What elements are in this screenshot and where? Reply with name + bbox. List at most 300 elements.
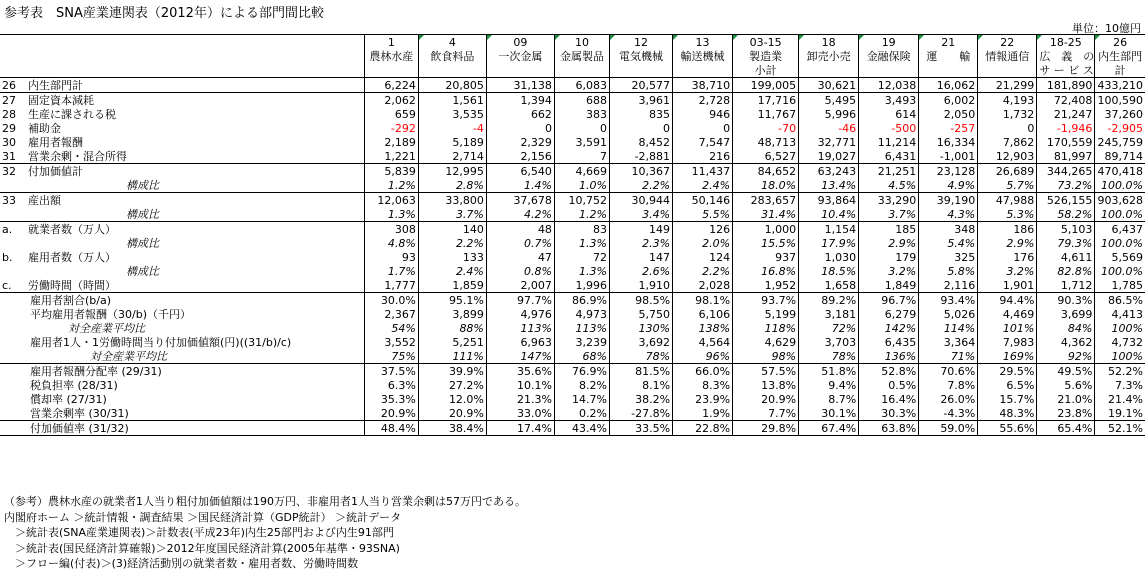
table-cell: 2,367 bbox=[364, 307, 418, 321]
table-cell: 5,189 bbox=[418, 135, 486, 149]
table-cell: 52.8% bbox=[859, 364, 919, 379]
table-cell: 100.0% bbox=[1095, 264, 1145, 278]
header-blank bbox=[0, 49, 26, 63]
header-row-codes bbox=[0, 35, 1145, 50]
table-cell: 5,251 bbox=[418, 335, 486, 349]
table-cell: 100.0% bbox=[1095, 236, 1145, 250]
table-cell: 10.4% bbox=[799, 207, 859, 222]
row-number bbox=[0, 406, 26, 421]
header-blank bbox=[26, 35, 364, 50]
table-cell: 82.8% bbox=[1037, 264, 1095, 278]
table-cell: 10.1% bbox=[486, 378, 554, 392]
row-number bbox=[0, 264, 26, 278]
table-cell: 78% bbox=[799, 349, 859, 364]
table-cell: 54% bbox=[364, 321, 418, 335]
table-cell: 5,996 bbox=[799, 107, 859, 121]
table-cell: 186 bbox=[978, 222, 1037, 237]
table-cell: 19,027 bbox=[799, 149, 859, 164]
table-cell: 3,591 bbox=[554, 135, 609, 149]
table-row bbox=[0, 149, 1145, 164]
column-name: 飲食料品 bbox=[418, 49, 486, 63]
table-cell: 23.9% bbox=[673, 392, 733, 406]
table-cell: 21,251 bbox=[859, 164, 919, 179]
table-cell: 4.5% bbox=[859, 178, 919, 193]
table-cell: 11,437 bbox=[673, 164, 733, 179]
table-row bbox=[0, 406, 1145, 421]
table-cell: 111% bbox=[418, 349, 486, 364]
table-cell: 124 bbox=[673, 250, 733, 264]
row-number bbox=[0, 392, 26, 406]
table-cell: 21.3% bbox=[486, 392, 554, 406]
table-cell: 16,062 bbox=[919, 78, 978, 93]
table-cell: 12,995 bbox=[418, 164, 486, 179]
table-cell: 147 bbox=[609, 250, 672, 264]
table-cell: 5,495 bbox=[799, 93, 859, 108]
table-cell: 93.7% bbox=[733, 293, 799, 308]
table-cell: 20.9% bbox=[733, 392, 799, 406]
table-cell: 2.3% bbox=[609, 236, 672, 250]
table-cell: 6,224 bbox=[364, 78, 418, 93]
table-cell: 6,002 bbox=[919, 93, 978, 108]
table-cell: 2.4% bbox=[673, 178, 733, 193]
table-cell: 1,849 bbox=[859, 278, 919, 293]
table-cell: 16,334 bbox=[919, 135, 978, 149]
table-cell: 140 bbox=[418, 222, 486, 237]
table-cell: 1,000 bbox=[733, 222, 799, 237]
table-cell: 18.5% bbox=[799, 264, 859, 278]
table-cell: 13.4% bbox=[799, 178, 859, 193]
table-cell: 22.8% bbox=[673, 421, 733, 436]
table-cell: -4 bbox=[418, 121, 486, 135]
table-cell: 49.5% bbox=[1037, 364, 1095, 379]
comment-marker-icon bbox=[673, 35, 678, 40]
table-cell: -46 bbox=[799, 121, 859, 135]
header-row-names2 bbox=[0, 63, 1145, 78]
row-label: 平均雇用者報酬（30/b)（千円） bbox=[30, 307, 191, 321]
column-code: 21 bbox=[919, 35, 978, 50]
table-cell: 8.1% bbox=[609, 378, 672, 392]
comment-marker-icon bbox=[733, 35, 738, 40]
table-cell: 38,710 bbox=[673, 78, 733, 93]
row-number: 30 bbox=[2, 135, 16, 149]
row-label: 補助金 bbox=[28, 121, 62, 135]
table-cell: 5,750 bbox=[609, 307, 672, 321]
table-cell: 4,564 bbox=[673, 335, 733, 349]
table-cell: 1,777 bbox=[364, 278, 418, 293]
table-cell: 100.0% bbox=[1095, 178, 1145, 193]
table-cell: 95.1% bbox=[418, 293, 486, 308]
table-cell: 5,103 bbox=[1037, 222, 1095, 237]
table-cell: 1,996 bbox=[554, 278, 609, 293]
table-cell: 8.7% bbox=[799, 392, 859, 406]
table-cell: 6,963 bbox=[486, 335, 554, 349]
comparison-table bbox=[0, 34, 1145, 436]
table-cell: 6,083 bbox=[554, 78, 609, 93]
column-code: 12 bbox=[609, 35, 672, 50]
table-cell: 51.8% bbox=[799, 364, 859, 379]
column-name: 輸送機械 bbox=[673, 49, 733, 63]
table-cell: 12,903 bbox=[978, 149, 1037, 164]
table-cell: 0 bbox=[554, 121, 609, 135]
row-label: 産出額 bbox=[26, 193, 364, 208]
table-cell: 20,577 bbox=[609, 78, 672, 93]
table-cell: 32,771 bbox=[799, 135, 859, 149]
table-cell: 1.0% bbox=[554, 178, 609, 193]
table-cell: 17.4% bbox=[486, 421, 554, 436]
table-cell: 30,621 bbox=[799, 78, 859, 93]
table-cell: 2,156 bbox=[486, 149, 554, 164]
table-cell: 659 bbox=[364, 107, 418, 121]
table-row bbox=[0, 349, 1145, 364]
row-number: 28 bbox=[2, 107, 16, 121]
column-name-2 bbox=[919, 63, 978, 78]
table-cell: 4.2% bbox=[486, 207, 554, 222]
header-blank bbox=[0, 63, 26, 78]
table-cell: 8,452 bbox=[609, 135, 672, 149]
table-cell: 3,181 bbox=[799, 307, 859, 321]
table-cell: 9.4% bbox=[799, 378, 859, 392]
note-line: （参考）農林水産の就業者1人当り粗付加価値額は190万円、非雇用者1人当り営業余剰は57万円である。 bbox=[4, 495, 526, 508]
table-cell: 19.1% bbox=[1095, 406, 1145, 421]
row-label: 構成比 bbox=[126, 207, 160, 221]
table-cell: 835 bbox=[609, 107, 672, 121]
table-cell: 50,146 bbox=[673, 193, 733, 208]
table-cell: 15.7% bbox=[978, 392, 1037, 406]
row-number bbox=[0, 335, 26, 349]
row-label: 構成比 bbox=[126, 236, 160, 250]
table-cell: 126 bbox=[673, 222, 733, 237]
table-cell: 433,210 bbox=[1095, 78, 1145, 93]
table-cell: 79.3% bbox=[1037, 236, 1095, 250]
table-cell: 15.5% bbox=[733, 236, 799, 250]
row-number: 32 bbox=[0, 164, 26, 179]
table-cell: 12.0% bbox=[418, 392, 486, 406]
table-cell: 1,732 bbox=[978, 107, 1037, 121]
table-cell: 71% bbox=[919, 349, 978, 364]
table-cell: 30,944 bbox=[609, 193, 672, 208]
table-cell: 283,657 bbox=[733, 193, 799, 208]
table-cell: 16.4% bbox=[859, 392, 919, 406]
comment-marker-icon bbox=[487, 35, 492, 40]
table-cell: 96% bbox=[673, 349, 733, 364]
page-title: 参考表 SNA産業連関表（2012年）による部門間比較 bbox=[4, 6, 324, 21]
table-cell: 10,367 bbox=[609, 164, 672, 179]
table-cell: 114% bbox=[919, 321, 978, 335]
table-cell: 1.3% bbox=[364, 207, 418, 222]
table-cell: 39.9% bbox=[418, 364, 486, 379]
table-cell: 4,629 bbox=[733, 335, 799, 349]
table-cell: 47,988 bbox=[978, 193, 1037, 208]
table-cell: 100.0% bbox=[1095, 207, 1145, 222]
table-cell: 6.3% bbox=[364, 378, 418, 392]
table-row bbox=[0, 392, 1145, 406]
table-row bbox=[0, 135, 1145, 149]
table-cell: 2,062 bbox=[364, 93, 418, 108]
column-name-2: 計 bbox=[1095, 63, 1145, 78]
table-cell: 1,952 bbox=[733, 278, 799, 293]
table-cell: 3,692 bbox=[609, 335, 672, 349]
table-cell: 5,199 bbox=[733, 307, 799, 321]
table-cell: 93 bbox=[364, 250, 418, 264]
row-number: a. bbox=[0, 222, 26, 237]
table-cell: 688 bbox=[554, 93, 609, 108]
row-label: 雇用者報酬 bbox=[28, 135, 84, 149]
column-name-2 bbox=[554, 63, 609, 78]
table-cell: 33,290 bbox=[859, 193, 919, 208]
table-cell: 93.4% bbox=[919, 293, 978, 308]
table-cell: 1.4% bbox=[486, 178, 554, 193]
table-cell: -500 bbox=[859, 121, 919, 135]
table-cell: 100% bbox=[1095, 321, 1145, 335]
table-cell: 1.2% bbox=[364, 178, 418, 193]
column-name: 情報通信 bbox=[978, 49, 1037, 63]
table-row bbox=[0, 335, 1145, 349]
table-cell: 181,890 bbox=[1037, 78, 1095, 93]
table-cell: 4.8% bbox=[364, 236, 418, 250]
table-cell: -1,001 bbox=[919, 149, 978, 164]
table-cell: 16.8% bbox=[733, 264, 799, 278]
table-row bbox=[0, 207, 1145, 222]
table-cell: 39,190 bbox=[919, 193, 978, 208]
table-row bbox=[0, 178, 1145, 193]
table-cell: 1,394 bbox=[486, 93, 554, 108]
table-cell: 11,767 bbox=[733, 107, 799, 121]
row-number: 27 bbox=[0, 93, 26, 108]
column-code: 18-25 bbox=[1037, 35, 1095, 50]
table-cell: 5,569 bbox=[1095, 250, 1145, 264]
table-cell: 1,658 bbox=[799, 278, 859, 293]
table-cell: 101% bbox=[978, 321, 1037, 335]
table-cell: 17,716 bbox=[733, 93, 799, 108]
row-label: 対全産業平均比 bbox=[68, 321, 146, 335]
table-cell: 100% bbox=[1095, 349, 1145, 364]
table-cell: 3,899 bbox=[418, 307, 486, 321]
table-cell: 21,299 bbox=[978, 78, 1037, 93]
table-cell: 96.7% bbox=[859, 293, 919, 308]
note-line: ＞フロー編(付表)＞(3)経済活動別の就業者数・雇用者数、労働時間数 bbox=[4, 557, 359, 570]
row-number bbox=[0, 307, 26, 321]
table-cell: 48.4% bbox=[364, 421, 418, 436]
table-cell: 2,050 bbox=[919, 107, 978, 121]
table-cell: 6,431 bbox=[859, 149, 919, 164]
table-cell: 138% bbox=[673, 321, 733, 335]
table-cell: 348 bbox=[919, 222, 978, 237]
table-cell: 0.8% bbox=[486, 264, 554, 278]
table-cell: 170,559 bbox=[1037, 135, 1095, 149]
table-cell: 5.7% bbox=[978, 178, 1037, 193]
table-cell: 48 bbox=[486, 222, 554, 237]
table-cell: 8.3% bbox=[673, 378, 733, 392]
header-blank bbox=[26, 63, 364, 78]
notes bbox=[4, 494, 526, 572]
table-cell: 55.6% bbox=[978, 421, 1037, 436]
column-name-2 bbox=[978, 63, 1037, 78]
table-cell: 33.5% bbox=[609, 421, 672, 436]
table-cell: 26,689 bbox=[978, 164, 1037, 179]
table-cell: 1.3% bbox=[554, 236, 609, 250]
table-cell: 4,732 bbox=[1095, 335, 1145, 349]
table-cell: 3,961 bbox=[609, 93, 672, 108]
table-cell: 98.1% bbox=[673, 293, 733, 308]
table-cell: -4.3% bbox=[919, 406, 978, 421]
column-code: 10 bbox=[554, 35, 609, 50]
table-cell: 0.7% bbox=[486, 236, 554, 250]
table-row bbox=[0, 193, 1145, 208]
table-row bbox=[0, 364, 1145, 379]
table-cell: 7.3% bbox=[1095, 378, 1145, 392]
table-cell: 70.6% bbox=[919, 364, 978, 379]
table-cell: 903,628 bbox=[1095, 193, 1145, 208]
unit-label: 単位：10億円 bbox=[1072, 22, 1141, 35]
table-cell: 169% bbox=[978, 349, 1037, 364]
table-cell: 38.4% bbox=[418, 421, 486, 436]
table-cell: 7 bbox=[554, 149, 609, 164]
table-cell: 58.2% bbox=[1037, 207, 1095, 222]
table-cell: 3,535 bbox=[418, 107, 486, 121]
table-cell: 245,759 bbox=[1095, 135, 1145, 149]
table-cell: 199,005 bbox=[733, 78, 799, 93]
table-cell: 100,590 bbox=[1095, 93, 1145, 108]
table-cell: 136% bbox=[859, 349, 919, 364]
column-code: 09 bbox=[486, 35, 554, 50]
column-name-2 bbox=[364, 63, 418, 78]
table-cell: 93,864 bbox=[799, 193, 859, 208]
table-cell: 76.9% bbox=[554, 364, 609, 379]
table-cell: 4.9% bbox=[919, 178, 978, 193]
table-cell: 3,239 bbox=[554, 335, 609, 349]
table-cell: 6.5% bbox=[978, 378, 1037, 392]
table-cell: 1,859 bbox=[418, 278, 486, 293]
table-cell: 4,362 bbox=[1037, 335, 1095, 349]
column-name: 金融保険 bbox=[859, 49, 919, 63]
column-code: 1 bbox=[364, 35, 418, 50]
table-cell: 1,712 bbox=[1037, 278, 1095, 293]
table-cell: -2,905 bbox=[1095, 121, 1145, 135]
table-row bbox=[0, 378, 1145, 392]
table-cell: 27.2% bbox=[418, 378, 486, 392]
row-number bbox=[0, 364, 26, 379]
table-cell: 0 bbox=[978, 121, 1037, 135]
column-code: 13 bbox=[673, 35, 733, 50]
table-cell: 23,128 bbox=[919, 164, 978, 179]
column-name: 運 輸 bbox=[919, 49, 978, 63]
table-cell: 72,408 bbox=[1037, 93, 1095, 108]
table-cell: 37,678 bbox=[486, 193, 554, 208]
table-cell: 7.7% bbox=[733, 406, 799, 421]
table-cell: 2,728 bbox=[673, 93, 733, 108]
table-cell: 216 bbox=[673, 149, 733, 164]
table-cell: 65.4% bbox=[1037, 421, 1095, 436]
table-cell: 68% bbox=[554, 349, 609, 364]
table-cell: 6,106 bbox=[673, 307, 733, 321]
column-code: 03-15 bbox=[733, 35, 799, 50]
column-name: 内生部門 bbox=[1095, 49, 1145, 63]
table-cell: 7,983 bbox=[978, 335, 1037, 349]
table-cell: 1,901 bbox=[978, 278, 1037, 293]
table-cell: 4,669 bbox=[554, 164, 609, 179]
table-cell: 81,997 bbox=[1037, 149, 1095, 164]
row-label: 対全産業平均比 bbox=[90, 349, 168, 363]
table-cell: 78% bbox=[609, 349, 672, 364]
table-row bbox=[0, 307, 1145, 321]
table-cell: 48.3% bbox=[978, 406, 1037, 421]
header-row-names bbox=[0, 49, 1145, 63]
table-cell: 57.5% bbox=[733, 364, 799, 379]
table-cell: 4,611 bbox=[1037, 250, 1095, 264]
table-row bbox=[0, 421, 1145, 436]
table-cell: 3.7% bbox=[418, 207, 486, 222]
table-cell: 133 bbox=[418, 250, 486, 264]
table-cell: 59.0% bbox=[919, 421, 978, 436]
column-name-2: サ ー ビ ス bbox=[1037, 63, 1095, 78]
row-label: 雇用者報酬分配率 (29/31) bbox=[26, 364, 364, 379]
table-cell: 14.7% bbox=[554, 392, 609, 406]
table-row bbox=[0, 321, 1145, 335]
table-row bbox=[0, 264, 1145, 278]
table-cell: 31,138 bbox=[486, 78, 554, 93]
table-cell: 8.2% bbox=[554, 378, 609, 392]
row-label: 構成比 bbox=[126, 264, 160, 278]
table-cell: 6,279 bbox=[859, 307, 919, 321]
table-cell: -257 bbox=[919, 121, 978, 135]
comment-marker-icon bbox=[419, 35, 424, 40]
row-label: 構成比 bbox=[126, 178, 160, 192]
column-name-2 bbox=[673, 63, 733, 78]
table-cell: 98% bbox=[733, 349, 799, 364]
table-cell: 4,973 bbox=[554, 307, 609, 321]
table-cell: 4.3% bbox=[919, 207, 978, 222]
table-cell: 83 bbox=[554, 222, 609, 237]
table-cell: 33.0% bbox=[486, 406, 554, 421]
column-name: 農林水産 bbox=[364, 49, 418, 63]
row-number: c. bbox=[2, 278, 12, 292]
row-label: 固定資本減耗 bbox=[26, 93, 364, 108]
table-cell: 2.8% bbox=[418, 178, 486, 193]
row-label: 労働時間（時間） bbox=[28, 278, 117, 292]
table-cell: 3.2% bbox=[978, 264, 1037, 278]
table-cell: 946 bbox=[673, 107, 733, 121]
table-cell: -70 bbox=[733, 121, 799, 135]
row-label: 内生部門計 bbox=[28, 78, 84, 92]
table-cell: 94.4% bbox=[978, 293, 1037, 308]
column-name-2 bbox=[486, 63, 554, 78]
row-label: 生産に課される税 bbox=[28, 107, 117, 121]
row-number bbox=[0, 236, 26, 250]
row-label: 雇用者割合(b/a) bbox=[26, 293, 364, 308]
table-cell: -2,881 bbox=[609, 149, 672, 164]
table-cell: 81.5% bbox=[609, 364, 672, 379]
table-cell: 1.7% bbox=[364, 264, 418, 278]
table-cell: 2,116 bbox=[919, 278, 978, 293]
table-cell: 470,418 bbox=[1095, 164, 1145, 179]
table-cell: 5.3% bbox=[978, 207, 1037, 222]
table-cell: 17.9% bbox=[799, 236, 859, 250]
table-cell: 48,713 bbox=[733, 135, 799, 149]
column-code: 18 bbox=[799, 35, 859, 50]
table-cell: 26.0% bbox=[919, 392, 978, 406]
column-code: 19 bbox=[859, 35, 919, 50]
table-cell: -27.8% bbox=[609, 406, 672, 421]
table-cell: 937 bbox=[733, 250, 799, 264]
table-cell: 118% bbox=[733, 321, 799, 335]
table-cell: 92% bbox=[1037, 349, 1095, 364]
row-number bbox=[0, 321, 26, 335]
table-cell: 2.6% bbox=[609, 264, 672, 278]
table-cell: 73.2% bbox=[1037, 178, 1095, 193]
row-number bbox=[0, 349, 26, 364]
table-cell: 23.8% bbox=[1037, 406, 1095, 421]
table-cell: 308 bbox=[364, 222, 418, 237]
